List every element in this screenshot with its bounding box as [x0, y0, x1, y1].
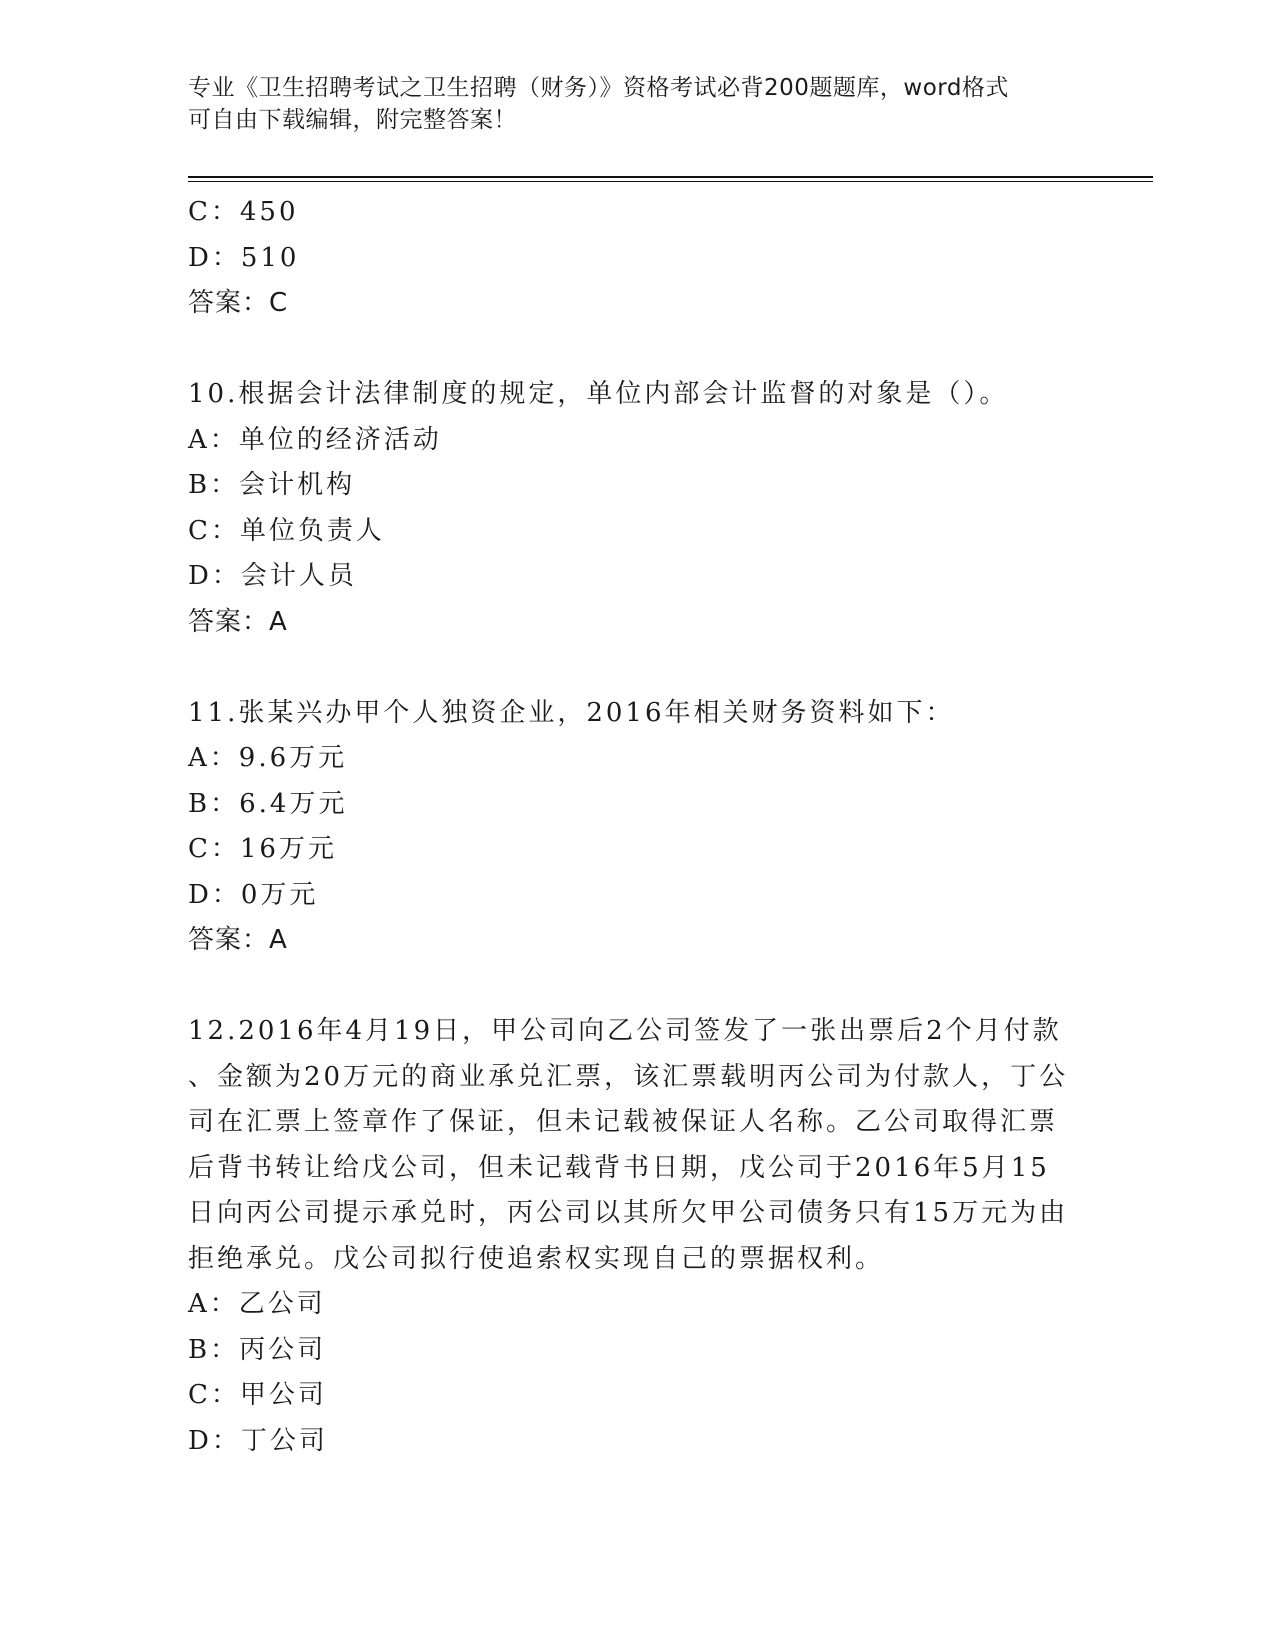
question-stem-line: 后背书转让给戊公司，但未记载背书日期，戊公司于2016年5月15: [188, 1152, 1050, 1183]
option-c: C：16万元: [188, 834, 337, 864]
document-header: [188, 72, 1078, 136]
spacer: [188, 327, 1078, 373]
answer-line: 答案：C: [188, 288, 289, 318]
option-d: D：会计人员: [188, 561, 357, 591]
header-line-2: 可自由下载编辑，附完整答案！: [188, 107, 517, 133]
question-10: [188, 372, 1078, 645]
spacer: [188, 964, 1078, 1010]
option-b: B：会计机构: [188, 470, 356, 500]
option-a: A：单位的经济活动: [188, 424, 442, 455]
spacer: [188, 645, 1078, 691]
option-c: C：450: [188, 197, 299, 227]
question-stem-line: 拒绝承兑。戊公司拟行使追索权实现自己的票据权利。: [188, 1243, 885, 1274]
question-stem-line: 日向丙公司提示承兑时，丙公司以其所欠甲公司债务只有15万元为由: [188, 1198, 1069, 1228]
option-b: B：丙公司: [188, 1334, 327, 1365]
option-b: B：6.4万元: [188, 788, 348, 819]
option-a: A：乙公司: [188, 1289, 326, 1319]
question-12: [188, 1009, 1078, 1464]
answer-line: 答案：A: [188, 606, 288, 637]
question-stem-line: 司在汇票上签章作了保证，但未记载被保证人名称。乙公司取得汇票: [188, 1107, 1059, 1137]
option-a: A：9.6万元: [188, 743, 348, 773]
header-rule-thin: [188, 181, 1153, 182]
question-stem: 10.根据会计法律制度的规定，单位内部会计监督的对象是（）。: [188, 379, 1009, 409]
question-stem-line: 12.2016年4月19日，甲公司向乙公司签发了一张出票后2个月付款: [188, 1016, 1062, 1046]
option-d: D：510: [188, 242, 300, 273]
header-line-1: 专业《卫生招聘考试之卫生招聘（财务）》资格考试必背200题题库，word格式: [188, 75, 1009, 101]
prev-question: [188, 190, 1078, 327]
header-rule-thick: [188, 176, 1153, 178]
option-d: D：0万元: [188, 879, 319, 910]
answer-line: 答案：A: [188, 925, 288, 955]
question-stem: 11.张某兴办甲个人独资企业，2016年相关财务资料如下：: [188, 697, 955, 728]
option-c: C：甲公司: [188, 1380, 327, 1410]
option-c: C：单位负责人: [188, 515, 385, 546]
question-11: [188, 691, 1078, 964]
question-content: [188, 190, 1078, 1464]
option-d: D：丁公司: [188, 1425, 328, 1456]
question-stem-line: 、金额为20万元的商业承兑汇票，该汇票载明丙公司为付款人，丁公: [188, 1061, 1069, 1092]
